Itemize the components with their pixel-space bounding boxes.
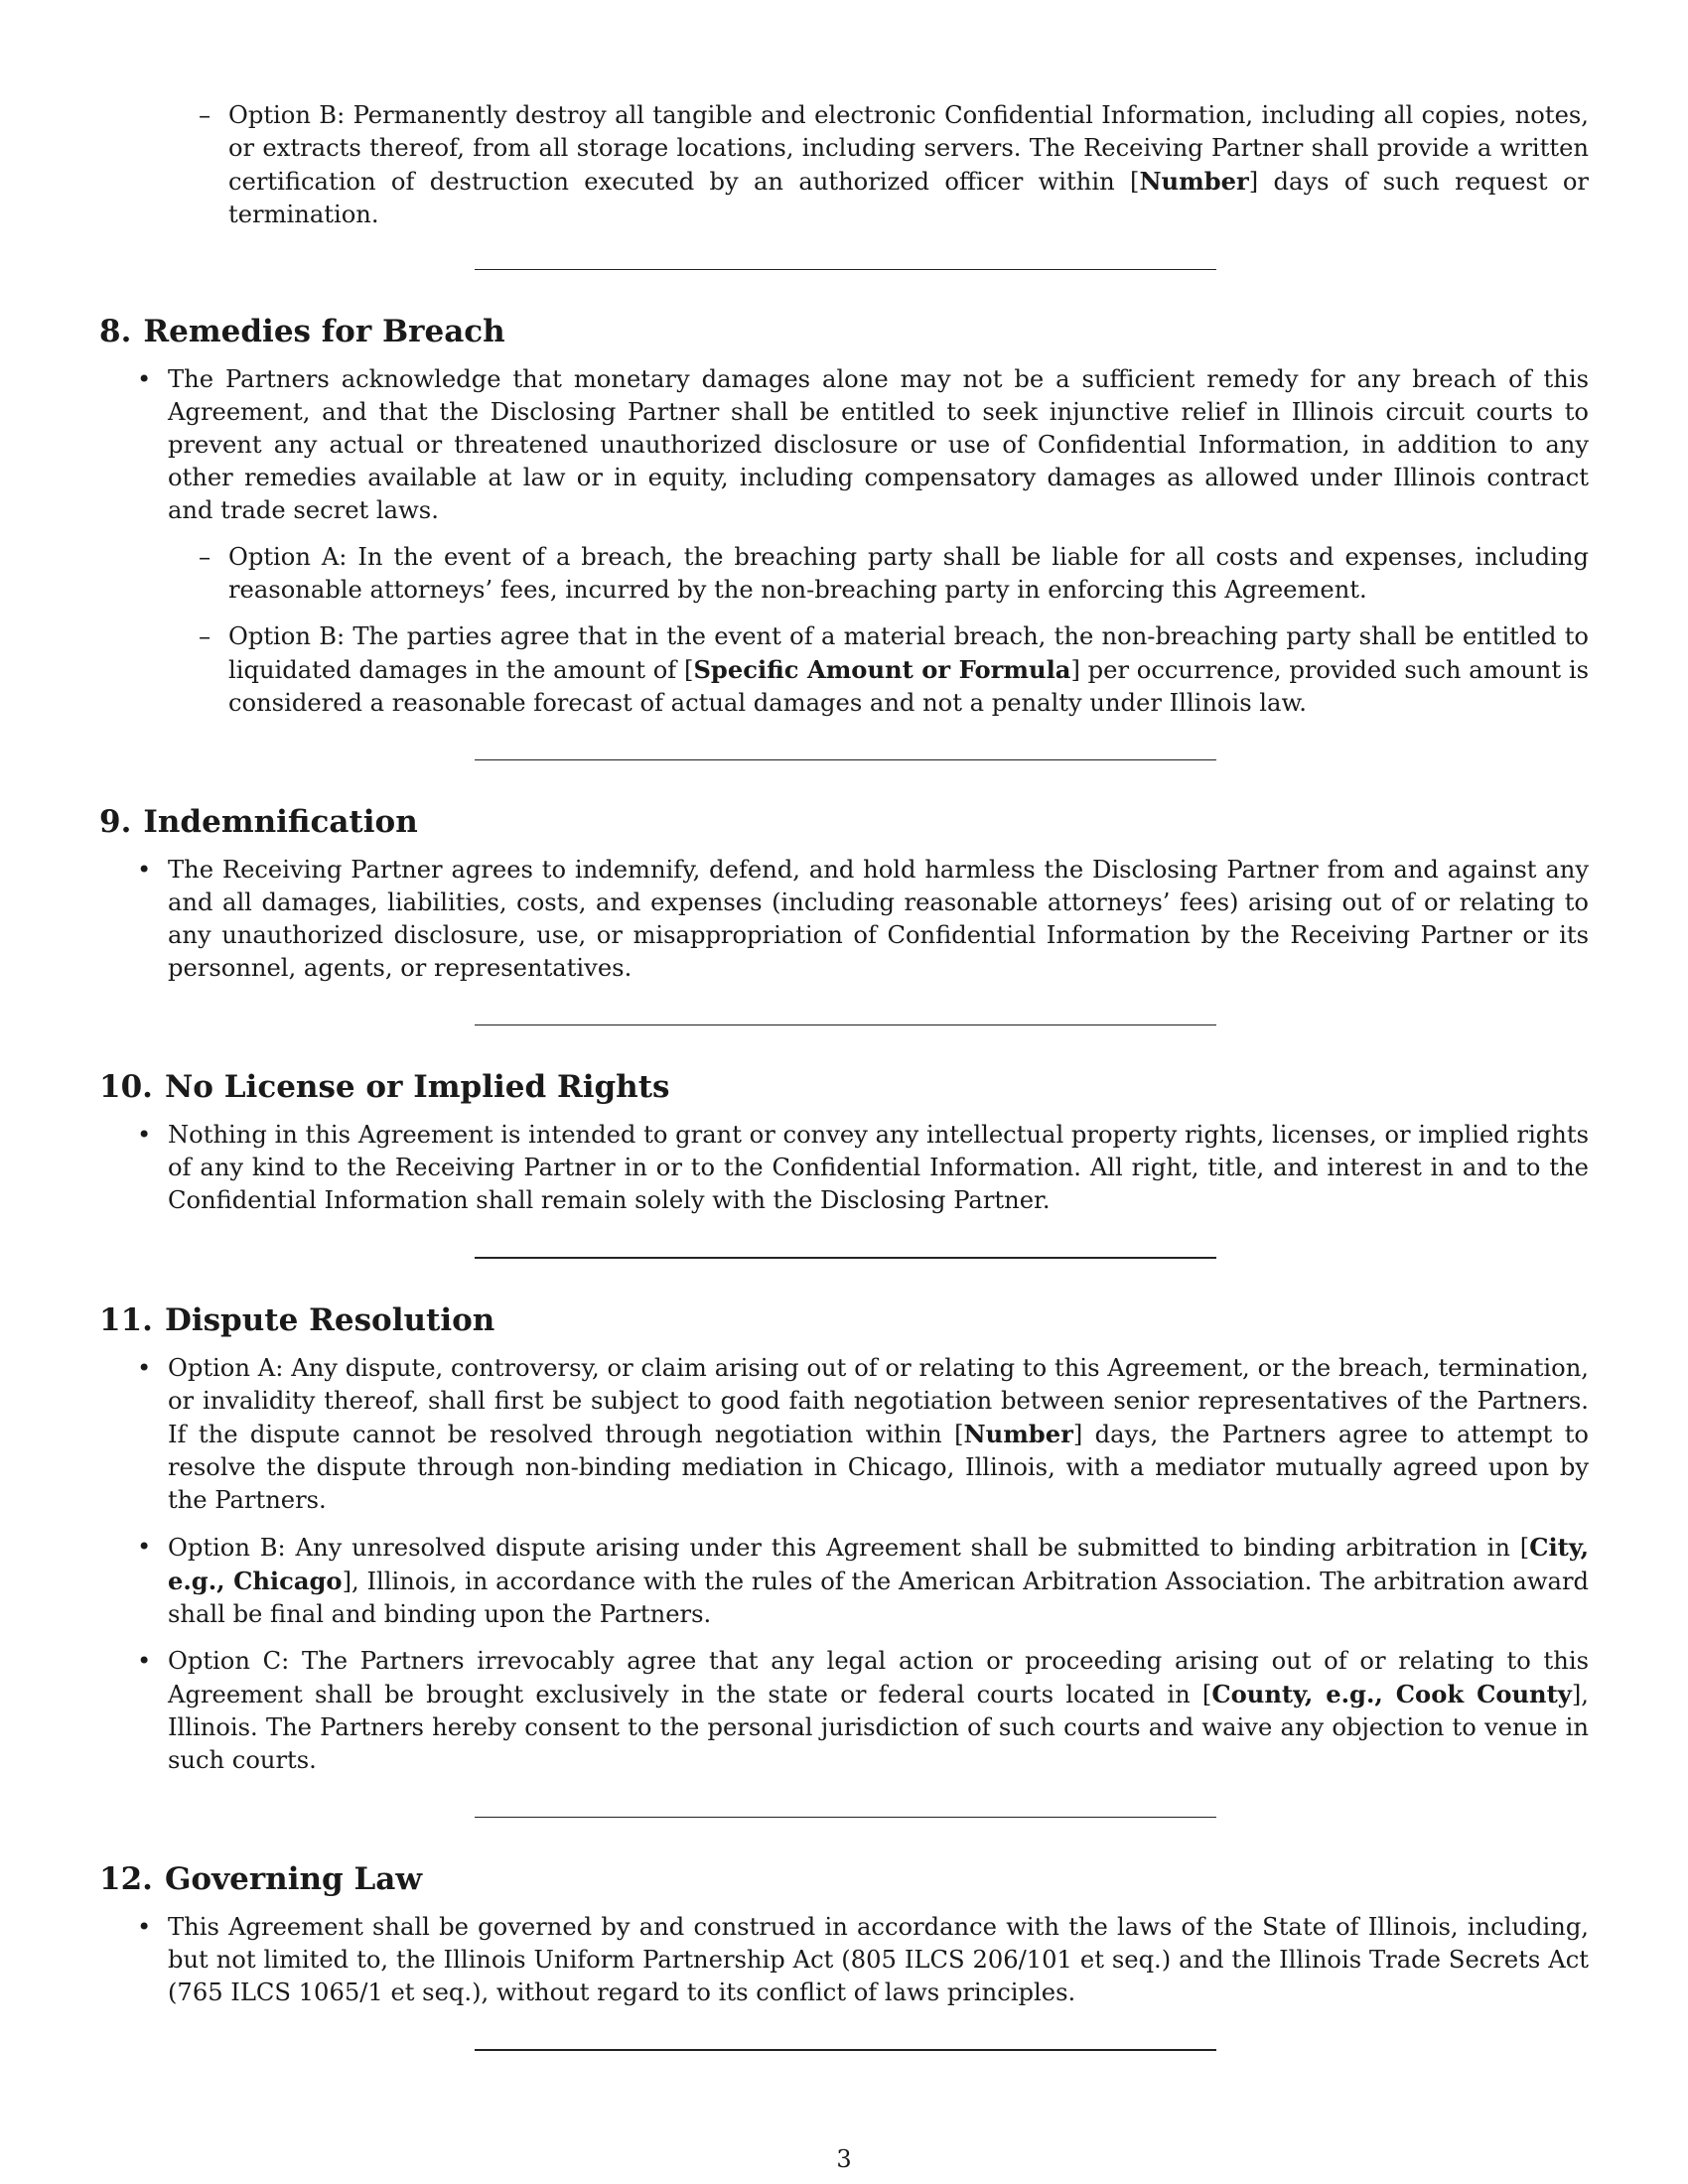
section-divider: [475, 759, 1216, 760]
bullet-marker: •: [137, 1647, 152, 1675]
section-11-option-b-placeholder: City, e.g., Chicago: [168, 1533, 1589, 1595]
section-divider: [475, 1257, 1216, 1259]
section-12-heading: [99, 1859, 1589, 1899]
carryover-text-2: ] days of such request or termination.: [228, 168, 1589, 228]
page-number: 3: [836, 2145, 852, 2173]
bullet-marker: •: [137, 365, 152, 393]
section-12-title: Governing Law: [164, 1861, 423, 1897]
section-9-bullet-text: The Receiving Partner agrees to indemnify, defend, and hold harmless the Disclosing Partner from and against any and all damages, liabilities, costs, and expenses (including reasonable attorneys’ fees) arising out of or relating to any unauthorized disclosure, use, or misappropriation of Confidential Information by the Receiving Partner or its personnel, agents, or representatives.: [168, 856, 1589, 982]
dash-marker: –: [199, 543, 211, 571]
section-11-title: Dispute Resolution: [164, 1302, 495, 1338]
section-divider: [475, 269, 1216, 270]
section-11-option-a-text-1: Option A: Any dispute, controversy, or claim arising out of or relating to this Agreement, or the breach, termination, or invalidity thereof, shall first be subject to good faith negotiation between senior representatives of the Partners. If the dispute cannot be resolved through negotiation within [: [168, 1354, 1589, 1448]
section-12-number: 12.: [99, 1861, 153, 1897]
section-11-heading: [99, 1300, 1589, 1340]
section-10-number: 10.: [99, 1069, 153, 1105]
dash-marker: –: [199, 622, 211, 650]
section-12-bullet: [99, 1911, 1589, 2009]
section-10-title: No License or Implied Rights: [164, 1069, 670, 1105]
section-11-option-a-placeholder: Number: [963, 1420, 1073, 1448]
section-8-number: 8.: [99, 314, 132, 349]
section-11-option-c: [99, 1645, 1589, 1777]
dash-marker: –: [199, 101, 211, 129]
bullet-marker: •: [137, 1354, 152, 1382]
section-divider: [475, 1024, 1216, 1025]
section-8-option-b: [99, 620, 1589, 720]
bullet-marker: •: [137, 856, 152, 884]
section-9-heading: [99, 802, 1589, 842]
section-10-bullet: [99, 1119, 1589, 1217]
section-11-number: 11.: [99, 1302, 153, 1338]
section-8-heading: [99, 312, 1589, 351]
carryover-option-b: [99, 99, 1589, 231]
bullet-marker: •: [137, 1121, 152, 1149]
carryover-text-1: Option B: Permanently destroy all tangible and electronic Confidential Information, including all copies, notes, or extracts thereof, from all storage locations, including servers. The Receiving Partner shall provide a written certification of destruction executed by an authorized officer within [: [228, 101, 1589, 196]
section-12-bullet-text: This Agreement shall be governed by and construed in accordance with the laws of the State of Illinois, including, but not limited to, the Illinois Uniform Partnership Act (805 ILCS 206/101 et seq.) and the Illinois Trade Secrets Act (765 ILCS 1065/1 et seq.), without regard to its conflict of laws principles.: [168, 1913, 1589, 2006]
section-11-option-b: [99, 1531, 1589, 1631]
section-11-option-c-text-2: ], Illinois. The Partners hereby consent to the personal jurisdiction of such courts and waive any objection to venue in such courts.: [168, 1681, 1589, 1774]
section-11-option-c-placeholder: County, e.g., Cook County: [1211, 1680, 1572, 1708]
section-divider: [475, 2049, 1216, 2051]
section-11-option-a: [99, 1352, 1589, 1517]
section-11-option-b-text-1: Option B: Any unresolved dispute arising under this Agreement shall be submitted to binding arbitration in [: [168, 1534, 1530, 1562]
document-page: [99, 99, 1589, 2051]
section-11-option-c-text-1: Option C: The Partners irrevocably agree that any legal action or proceeding arising out of or relating to this Agreement shall be brought exclusively in the state or federal courts located in [: [168, 1647, 1589, 1708]
bullet-marker: •: [137, 1913, 152, 1941]
section-11-option-a-text-2: ] days, the Partners agree to attempt to resolve the dispute through non-binding mediation in Chicago, Illinois, with a mediator mutually agreed upon by the Partners.: [168, 1421, 1589, 1514]
section-8-option-a: [99, 541, 1589, 607]
section-9-title: Indemnification: [143, 804, 418, 840]
section-8-option-a-text: Option A: In the event of a breach, the breaching party shall be liable for all costs and expenses, including reasonable attorneys’ fees, incurred by the non-breaching party in enforcing this Agreement.: [228, 543, 1589, 604]
section-8-bullet: [99, 363, 1589, 527]
section-10-bullet-text: Nothing in this Agreement is intended to grant or convey any intellectual property rights, licenses, or implied rights of any kind to the Receiving Partner in or to the Confidential Information. All right, title, and interest in and to the Confidential Information shall remain solely with the Disclosing Partner.: [168, 1121, 1589, 1214]
section-9-number: 9.: [99, 804, 132, 840]
carryover-bold-placeholder: Number: [1139, 167, 1249, 196]
section-8-option-b-text-2: ] per occurrence, provided such amount is considered a reasonable forecast of actual damages and not a penalty under Illinois law.: [228, 656, 1589, 717]
section-8-bullet-text: The Partners acknowledge that monetary damages alone may not be a sufficient remedy for any breach of this Agreement, and that the Disclosing Partner shall be entitled to seek injunctive relief in Illinois circuit courts to prevent any actual or threatened unauthorized disclosure or use of Confidential Information, in addition to any other remedies available at law or in equity, including compensatory damages as allowed under Illinois contract and trade secret laws.: [168, 365, 1589, 524]
section-10-heading: [99, 1067, 1589, 1107]
section-divider: [475, 1817, 1216, 1818]
section-8-option-b-placeholder: Specific Amount or Formula: [693, 655, 1071, 684]
section-8-option-b-text-1: Option B: The parties agree that in the event of a material breach, the non-breaching party shall be entitled to liquidated damages in the amount of [: [228, 622, 1589, 684]
section-9-bullet: [99, 854, 1589, 985]
section-8-title: Remedies for Breach: [143, 314, 505, 349]
bullet-marker: •: [137, 1533, 152, 1561]
section-11-option-b-text-2: ], Illinois, in accordance with the rules of the American Arbitration Association. The arbitration award shall be final and binding upon the Partners.: [168, 1568, 1589, 1628]
